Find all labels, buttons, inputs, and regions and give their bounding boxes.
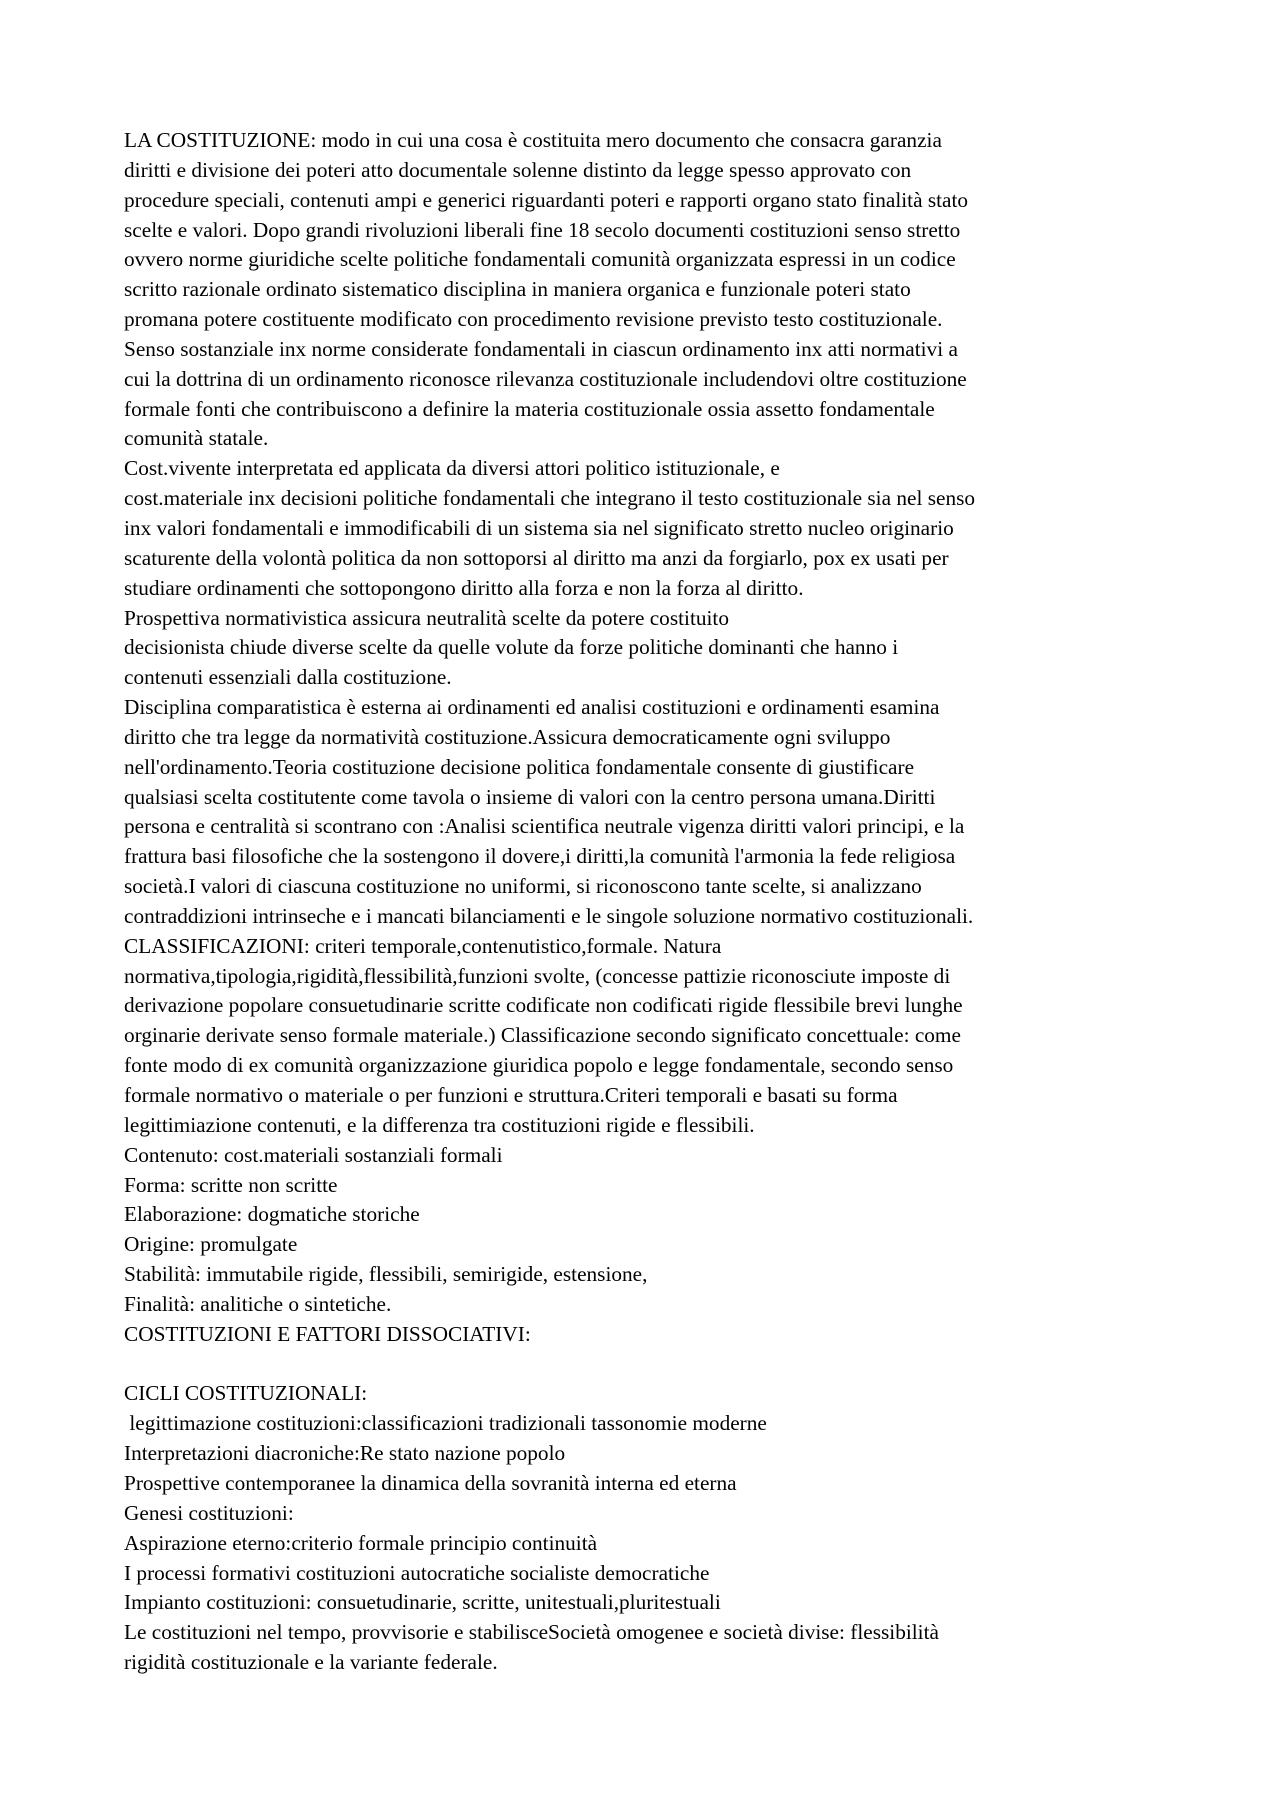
text-line: Contenuto: cost.materiali sostanziali formali: [124, 1142, 503, 1167]
text-line: COSTITUZIONI E FATTORI DISSOCIATIVI:: [124, 1321, 531, 1346]
text-line: comunità statale.: [124, 426, 269, 451]
text-line: Impianto costituzioni: consuetudinarie, scritte, unitestuali,pluritestuali: [124, 1590, 721, 1615]
text-line: Aspirazione eterno:criterio formale principio continuità: [124, 1530, 598, 1555]
text-line: decisionista chiude diverse scelte da quelle volute da forze politiche dominanti che hanno i: [124, 635, 899, 660]
text-line: diritti e divisione dei poteri atto documentale solenne distinto da legge spesso approvato con: [124, 157, 912, 182]
text-line: Elaborazione: dogmatiche storiche: [124, 1202, 420, 1227]
text-line: Prospettiva normativistica assicura neutralità scelte da potere costituito: [124, 605, 729, 630]
text-line: legittimiazione contenuti, e la differenza tra costituzioni rigide e flessibili.: [124, 1112, 755, 1137]
text-line: frattura basi filosofiche che la sostengono il dovere,i diritti,la comunità l'armonia la fede religiosa: [124, 844, 956, 869]
text-line: qualsiasi scelta costitutente come tavola o insieme di valori con la centro persona umana.Diritti: [124, 784, 936, 809]
text-line: legittimazione costituzioni:classificazioni tradizionali tassonomie moderne: [124, 1411, 767, 1436]
text-line: formale fonti che contribuiscono a definire la materia costituzionale ossia assetto fondamentale: [124, 396, 935, 421]
text-line: inx valori fondamentali e immodificabili di un sistema sia nel significato stretto nucleo originario: [124, 515, 954, 540]
text-line: Stabilità: immutabile rigide, flessibili, semirigide, estensione,: [124, 1262, 648, 1287]
text-line: scaturente della volontà politica da non sottoporsi al diritto ma anzi da forgiarlo, pox ex usati per: [124, 545, 949, 570]
text-line: società.I valori di ciascuna costituzione no uniformi, si riconoscono tante scelte, si analizzano: [124, 874, 922, 899]
text-line: LA COSTITUZIONE: modo in cui una cosa è costituita mero documento che consacra garanzia: [124, 128, 942, 152]
text-line: scelte e valori. Dopo grandi rivoluzioni liberali fine 18 secolo documenti costituzioni senso stretto: [124, 217, 961, 242]
text-line: Disciplina comparatistica è esterna ai ordinamenti ed analisi costituzioni e ordinamenti esamina: [124, 695, 940, 720]
text-line: contraddizioni intrinseche e i mancati bilanciamenti e le singole soluzione normativo costituzionali.: [124, 903, 974, 928]
text-line: scritto razionale ordinato sistematico disciplina in maniera organica e funzionale poteri stato: [124, 277, 911, 302]
text-line: rigidità costituzionale e la variante federale.: [124, 1650, 498, 1675]
text-line: Le costituzioni nel tempo, provvisorie e stabilisceSocietà omogenee e società divise: flessibilità: [124, 1620, 939, 1645]
text-line: derivazione popolare consuetudinarie scritte codificate non codificati rigide flessibile brevi lunghe: [124, 993, 963, 1018]
text-line: fonte modo di ex comunità organizzazione giuridica popolo e legge fondamentale, secondo senso: [124, 1053, 954, 1078]
text-line: nell'ordinamento.Teoria costituzione decisione politica fondamentale consente di giustificare: [124, 754, 915, 779]
text-line: cost.materiale inx decisioni politiche fondamentali che integrano il testo costituzionale sia nel senso: [124, 486, 976, 511]
text-line: Origine: promulgate: [124, 1232, 298, 1257]
text-line: diritto che tra legge da normatività costituzione.Assicura democraticamente ogni sviluppo: [124, 724, 891, 749]
text-line: Forma: scritte non scritte: [124, 1172, 338, 1197]
text-line: Interpretazioni diacroniche:Re stato nazione popolo: [124, 1441, 566, 1466]
text-line: promana potere costituente modificato con procedimento revisione previsto testo costituzionale.: [124, 307, 943, 332]
text-line: Genesi costituzioni:: [124, 1500, 294, 1525]
text-line: procedure speciali, contenuti ampi e generici riguardanti poteri e rapporti organo stato finalità stato: [124, 187, 969, 212]
text-line: Finalità: analitiche o sintetiche.: [124, 1291, 392, 1316]
text-line: orginarie derivate senso formale materiale.) Classificazione secondo significato concettuale: come: [124, 1023, 961, 1048]
text-line: formale normativo o materiale o per funzioni e struttura.Criteri temporali e basati su forma: [124, 1083, 898, 1107]
text-line: Senso sostanziale inx norme considerate fondamentali in ciascun ordinamento inx atti normativi a: [124, 336, 958, 361]
text-line: Prospettive contemporanee la dinamica della sovranità interna ed eterna: [124, 1470, 737, 1495]
text-line: ovvero norme giuridiche scelte politiche fondamentali comunità organizzata espressi in un codice: [124, 247, 956, 272]
text-line: cui la dottrina di un ordinamento riconosce rilevanza costituzionale includendovi oltre costituzione: [124, 366, 967, 391]
text-line: I processi formativi costituzioni autocratiche socialiste democratiche: [124, 1560, 710, 1585]
document-body: [124, 126, 1204, 1678]
text-line: contenuti essenziali dalla costituzione.: [124, 665, 452, 690]
text-line: normativa,tipologia,rigidità,flessibilità,funzioni svolte, (concesse pattizie riconosciute imposte di: [124, 963, 951, 988]
text-line: CICLI COSTITUZIONALI:: [124, 1381, 368, 1406]
text-line: [124, 1350, 1204, 1380]
text-line: CLASSIFICAZIONI: criteri temporale,contenutistico,formale. Natura: [124, 933, 722, 958]
text-line: Cost.vivente interpretata ed applicata da diversi attori politico istituzionale, e: [124, 456, 780, 481]
text-line: studiare ordinamenti che sottopongono diritto alla forza e non la forza al diritto.: [124, 575, 804, 600]
text-line: persona e centralità si scontrano con :Analisi scientifica neutrale vigenza diritti valori principi, e la: [124, 814, 965, 839]
